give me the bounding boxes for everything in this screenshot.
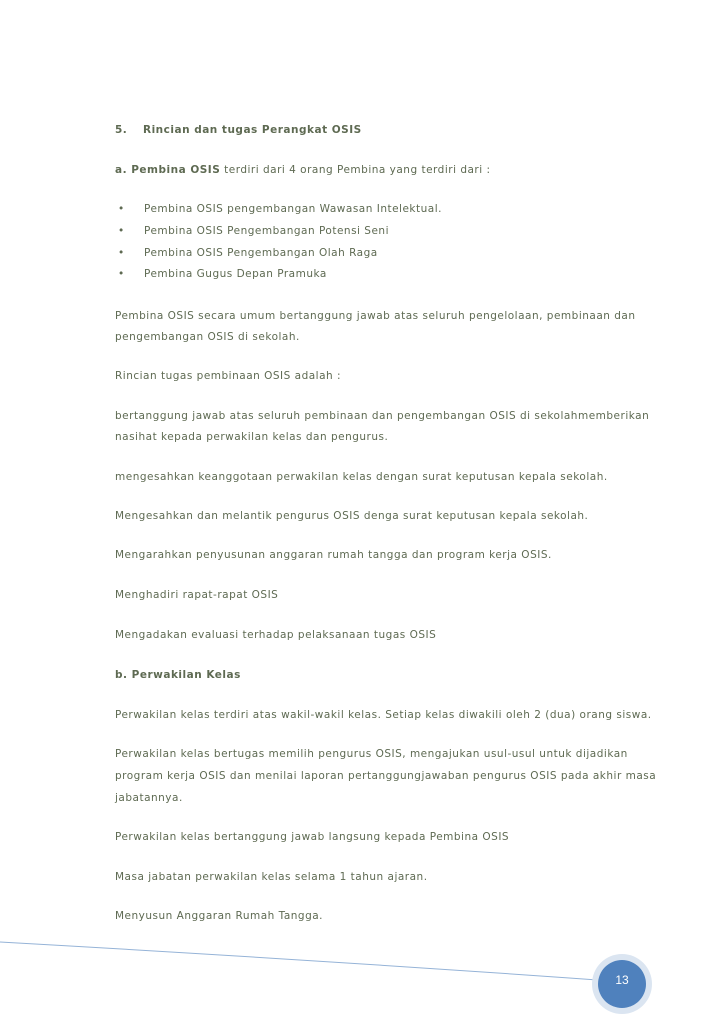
paragraph: jabatannya.	[115, 792, 183, 804]
paragraph: mengesahkan keanggotaan perwakilan kelas dengan surat keputusan kepala sekolah.	[115, 471, 608, 483]
paragraph: Perwakilan kelas terdiri atas wakil-wakil kelas. Setiap kelas diwakili oleh 2 (dua) orang siswa.	[115, 709, 652, 721]
paragraph: Menyusun Anggaran Rumah Tangga.	[115, 910, 324, 922]
paragraph: Perwakilan kelas bertugas memilih pengurus OSIS, mengajukan usul-usul untuk dijadikan	[115, 748, 628, 760]
pembina-label: a. Pembina OSIS	[115, 164, 221, 176]
pembina-intro	[115, 164, 491, 176]
list-item: • Pembina OSIS Pengembangan Potensi Seni	[118, 225, 389, 237]
pembina-intro-text: terdiri dari 4 orang Pembina yang terdiri dari :	[220, 164, 491, 176]
paragraph: Masa jabatan perwakilan kelas selama 1 tahun ajaran.	[115, 871, 428, 883]
list-item: • Pembina Gugus Depan Pramuka	[118, 268, 327, 280]
paragraph: Menghadiri rapat-rapat OSIS	[115, 589, 279, 601]
section-title: Rincian dan tugas Perangkat OSIS	[143, 124, 362, 136]
paragraph: bertanggung jawab atas seluruh pembinaan dan pengembangan OSIS di sekolahmemberikan	[115, 410, 650, 422]
bullet-icon: •	[118, 247, 125, 259]
paragraph: program kerja OSIS dan menilai laporan pertanggungjawaban pengurus OSIS pada akhir masa	[115, 770, 657, 782]
bullet-icon: •	[118, 203, 125, 215]
section-b-title: b. Perwakilan Kelas	[115, 669, 241, 681]
bullet-icon: •	[118, 268, 125, 280]
paragraph: Mengesahkan dan melantik pengurus OSIS denga surat keputusan kepala sekolah.	[115, 510, 589, 522]
paragraph: pengembangan OSIS di sekolah.	[115, 331, 300, 343]
paragraph: Pembina OSIS secara umum bertanggung jawab atas seluruh pengelolaan, pembinaan dan	[115, 310, 636, 322]
paragraph: Perwakilan kelas bertanggung jawab langsung kepada Pembina OSIS	[115, 831, 510, 843]
paragraph: Mengarahkan penyusunan anggaran rumah tangga dan program kerja OSIS.	[115, 549, 552, 561]
paragraph: Mengadakan evaluasi terhadap pelaksanaan tugas OSIS	[115, 629, 437, 641]
section-number: 5.	[115, 124, 128, 136]
bullet-icon: •	[118, 225, 125, 237]
list-item: • Pembina OSIS Pengembangan Olah Raga	[118, 247, 378, 259]
list-item: • Pembina OSIS pengembangan Wawasan Intelektual.	[118, 203, 442, 215]
page-number: 13	[615, 973, 629, 987]
paragraph: nasihat kepada perwakilan kelas dan pengurus.	[115, 431, 389, 443]
paragraph: Rincian tugas pembinaan OSIS adalah :	[115, 370, 342, 382]
